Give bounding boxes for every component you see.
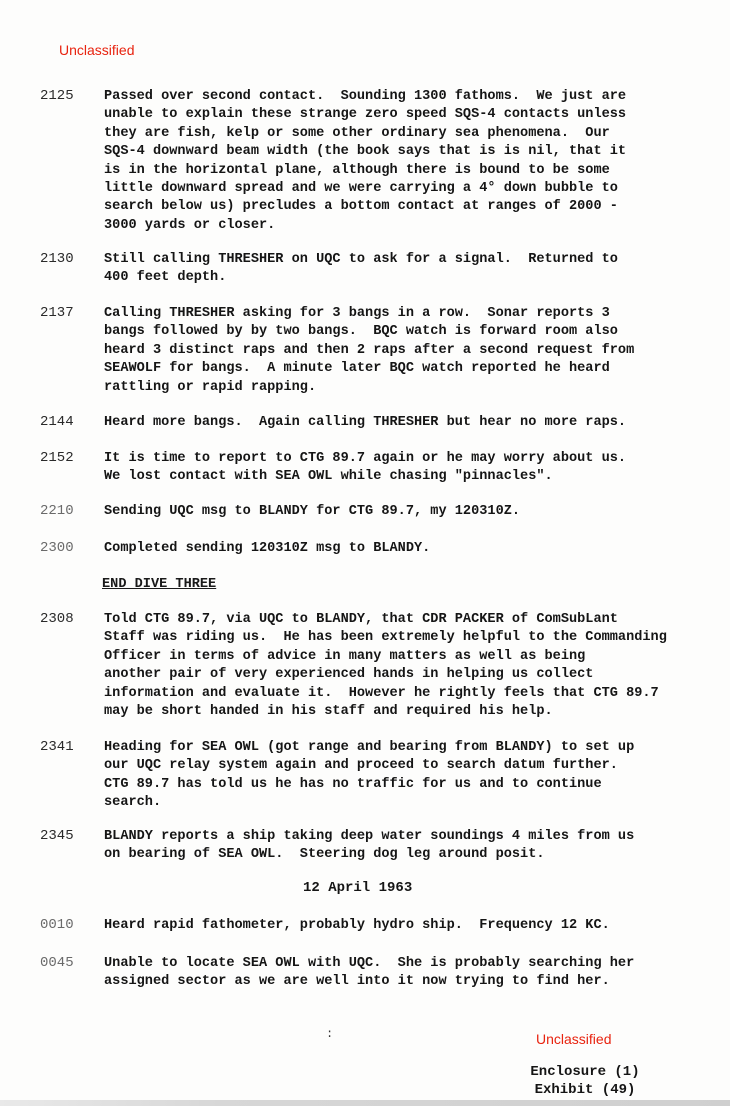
log-entry-text: Heading for SEA OWL (got range and bearing from BLANDY) to set up our UQC relay system again and proceed to search datum further. CTG 89.7 has told us he has no traffic for us and to continue search. — [104, 740, 635, 811]
log-entry-time: 0010 — [40, 917, 74, 933]
log-entry-time: 2137 — [40, 305, 74, 321]
log-entry-time: 2308 — [40, 611, 74, 627]
log-entry-time: 2125 — [40, 88, 74, 104]
log-entry-time: 2210 — [40, 503, 74, 519]
log-entry-time: 0045 — [40, 955, 74, 971]
section-heading: END DIVE THREE — [102, 577, 217, 592]
log-entry-text: Heard rapid fathometer, probably hydro ship. Frequency 12 KC. — [104, 918, 610, 933]
log-entry-text: Completed sending 120310Z msg to BLANDY. — [104, 541, 431, 556]
log-entry-time: 2345 — [40, 828, 74, 844]
log-entry-text: Told CTG 89.7, via UQC to BLANDY, that CDR PACKER of ComSubLant Staff was riding us. He has been extremely helpful to the Commanding Officer in terms of advice in many matters as well as being another pair of very experienced hands in helping us collect information and evaluate it. However he rightly feels that CTG 89.7 may be short handed in his staff and required his help. — [104, 612, 667, 720]
log-entry-time: 2341 — [40, 739, 74, 755]
log-entry-time: 2130 — [40, 251, 74, 267]
enclosure-block — [520, 1063, 650, 1099]
classification-marking-top: Unclassified — [59, 42, 135, 58]
log-entry-text: Sending UQC msg to BLANDY for CTG 89.7, my 120310Z. — [104, 504, 521, 519]
log-entry-text: Heard more bangs. Again calling THRESHER but hear no more raps. — [104, 415, 627, 430]
scan-edge-bar — [0, 1100, 730, 1106]
log-entry-text: Unable to locate SEA OWL with UQC. She is probably searching her assigned sector as we are well into it now trying to find her. — [104, 956, 635, 990]
log-entry-text: Calling THRESHER asking for 3 bangs in a row. Sonar reports 3 bangs followed by by two bangs. BQC watch is forward room also heard 3 distinct raps and then 2 raps after a second request from SEAWOLF for bangs. A minute later BQC watch reported he heard rattling or rapid rapping. — [104, 306, 635, 395]
log-entry-time: 2152 — [40, 450, 74, 466]
scan-speck: : — [326, 1027, 334, 1041]
log-entry-time: 2144 — [40, 414, 74, 430]
log-entry-text: Still calling THRESHER on UQC to ask for a signal. Returned to 400 feet depth. — [104, 252, 618, 286]
log-entry-time: 2300 — [40, 540, 74, 556]
date-heading: 12 April 1963 — [303, 880, 413, 896]
log-entry-text: It is time to report to CTG 89.7 again or he may worry about us. We lost contact with SEA OWL while chasing "pinnacles". — [104, 451, 627, 485]
classification-marking-bottom: Unclassified — [536, 1031, 612, 1047]
log-entry-text: Passed over second contact. Sounding 1300 fathoms. We just are unable to explain these strange zero speed SQS-4 contacts unless they are fish, kelp or some other ordinary sea phenomena. Our SQS-4 downward beam width (the book says that is is nil, that it is in the horizontal plane, although there is bound to be some little downward spread and we were carrying a 4° down bubble to search below us) precludes a bottom contact at ranges of 2000 - 3000 yards or closer. — [104, 89, 627, 233]
enclosure-label: Enclosure (1) — [530, 1064, 640, 1080]
log-entry-text: BLANDY reports a ship taking deep water soundings 4 miles from us on bearing of SEA OWL. Steering dog leg around posit. — [104, 829, 635, 863]
exhibit-label: Exhibit (49) — [534, 1082, 636, 1098]
